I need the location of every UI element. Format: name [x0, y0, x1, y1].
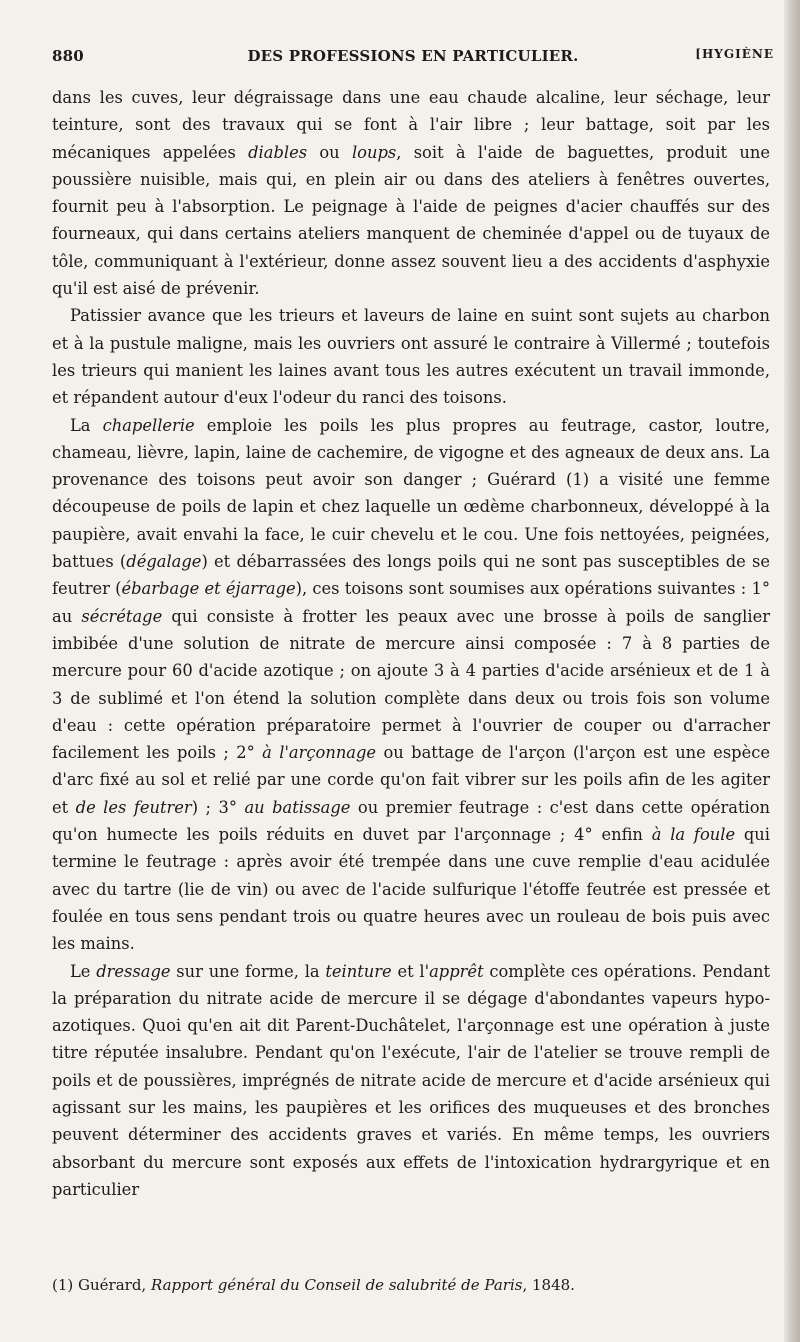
italic-text: à l'arçonnage — [262, 743, 377, 763]
italic-text: loups — [351, 142, 397, 162]
italic-text: apprêt — [429, 961, 484, 981]
paragraph — [52, 84, 770, 302]
text-run: ) et débarrassées des longs poils qui ne sont pas susceptibles de se feutrer ( — [52, 552, 770, 599]
running-title: DES PROFESSIONS EN PARTICULIER. — [247, 47, 579, 65]
text-run: emploie les poils les plus propres au feutrage, castor, loutre, chameau, lièvre, lapin, laine de cachemire, de vigogne et des agneaux de deux ans. La provenance des toisons peut avoir son danger ; Guérard (1) a visité une femme découpeuse de poils de lapin et chez laquelle un œdème charbonneux, développé à la paupière, avait envahi la face, le cuir chevelu et le cou. Une fois nettoyées, peignées, battues ( — [52, 415, 770, 572]
text-run: qui termine le feutrage : après avoir été trempée dans une cuve remplie d'eau acidulée avec du tartre (lie de vin) ou avec de l'acide sulfurique l'étoffe feutrée est pressée et foulée en tous sens pendant trois ou quatre heures avec un rouleau de bois puis avec les mains. — [52, 825, 770, 954]
text-run: , 1848. — [522, 1276, 575, 1294]
italic-text: ébarbage et éjarrage — [121, 579, 296, 599]
footnote — [52, 1275, 770, 1295]
paragraph — [52, 302, 770, 411]
body-text — [52, 84, 770, 1203]
italic-text: de les feutrer — [75, 797, 192, 817]
italic-text: Rapport général du Conseil de salubrité de Paris — [150, 1276, 523, 1294]
italic-text: teinture — [325, 961, 392, 981]
text-run: complète ces opérations. Pendant la préparation du nitrate acide de mercure il se dégage d'abondantes vapeurs hypo-azotiques. Quoi qu'en ait dit Parent-Duchâtelet, l'arçonnage est une opération à juste titre réputée insalubre. Pendant qu'on l'exécute, l'air de l'atelier se trouve rempli de poils et de poussières, imprégnés de nitrate acide de mercure et d'acide arsénieux qui agissant sur les mains, les paupières et les orifices des muqueuses et des bronches peuvent déterminer des accidents graves et variés. En même temps, les ouvriers absorbant du mercure sont exposés aux effets de l'intoxication hydrargyrique et en particulier — [52, 961, 770, 1199]
section-label: [HYGIÈNE — [695, 47, 774, 61]
text-run: ou premier feutrage : c'est dans cette opération qu'on humecte les poils réduits en duvet par l'arçonnage ; 4° enfin — [52, 797, 770, 845]
text-run: ou battage de l'arçon (l'arçon est une espèce d'arc fixé au sol et relié par une corde qu'on fait vibrer sur les poils afin de les agiter et — [52, 743, 770, 817]
italic-text: diables — [248, 142, 308, 162]
paragraph — [52, 958, 770, 1204]
text-run: , soit à l'aide de baguettes, produit une poussière nuisible, mais qui, en plein air ou dans des ateliers à fenêtres ouvertes, fournit peu à l'absorption. Le peignage à l'aide de peignes d'acier chauffés sur des fourneaux, qui dans certains ateliers manquent de cheminée d'appel ou de tuyaux de tôle, communiquant à l'extérieur, donne assez souvent lieu a des accidents d'asphyxie qu'il est aisé de prévenir. — [52, 142, 770, 299]
italic-text: sécrétage — [81, 606, 163, 626]
text-run: qui consiste à frotter les peaux avec une brosse à poils de sanglier imbibée d'une solution de nitrate de mercure ainsi composée : 7 à 8 parties de mercure pour 60 d'acide azotique ; on ajoute 3 à 4 parties d'acide arsénieux et de 1 à 3 de sublimé et l'on étend la solution complète dans deux ou trois fois son volume d'eau : cette opération préparatoire permet à l'ouvrier de couper ou d'arracher facilement les poils ; 2° — [52, 606, 770, 763]
text-run: Le — [70, 961, 97, 981]
paragraph — [52, 412, 770, 958]
text-run: ou — [307, 142, 352, 162]
text-run: dans les cuves, leur dégraissage dans une eau chaude alcaline, leur séchage, leur teinture, sont des travaux qui se font à l'air libre ; leur battage, soit par les mécaniques appelées — [52, 88, 770, 162]
italic-text: à la foule — [651, 825, 736, 845]
text-run: (1) Guérard, — [52, 1276, 151, 1294]
text-run: ) ; 3° — [191, 797, 245, 817]
text-run: et l' — [391, 961, 430, 981]
page-number: 880 — [52, 47, 84, 65]
running-header — [52, 47, 774, 71]
book-spine-edge — [784, 0, 800, 1342]
text-run: Patissier avance que les trieurs et laveurs de laine en suint sont sujets au charbon et à la pustule maligne, mais les ouvriers ont assuré le contraire à Villermé ; toutefois les trieurs qui manient les laines avant tous les autres exécutent un travail immonde, et répandent autour d'eux l'odeur du ranci des toisons. — [52, 306, 770, 408]
text-run: ), ces toisons sont soumises aux opérations suivantes : 1° au — [52, 579, 770, 626]
text-run: sur une forme, la — [170, 961, 326, 981]
italic-text: dégalage — [126, 552, 202, 572]
italic-text: chapellerie — [102, 415, 195, 435]
italic-text: au batissage — [244, 797, 351, 817]
text-run: La — [70, 415, 103, 435]
italic-text: dressage — [96, 961, 171, 981]
